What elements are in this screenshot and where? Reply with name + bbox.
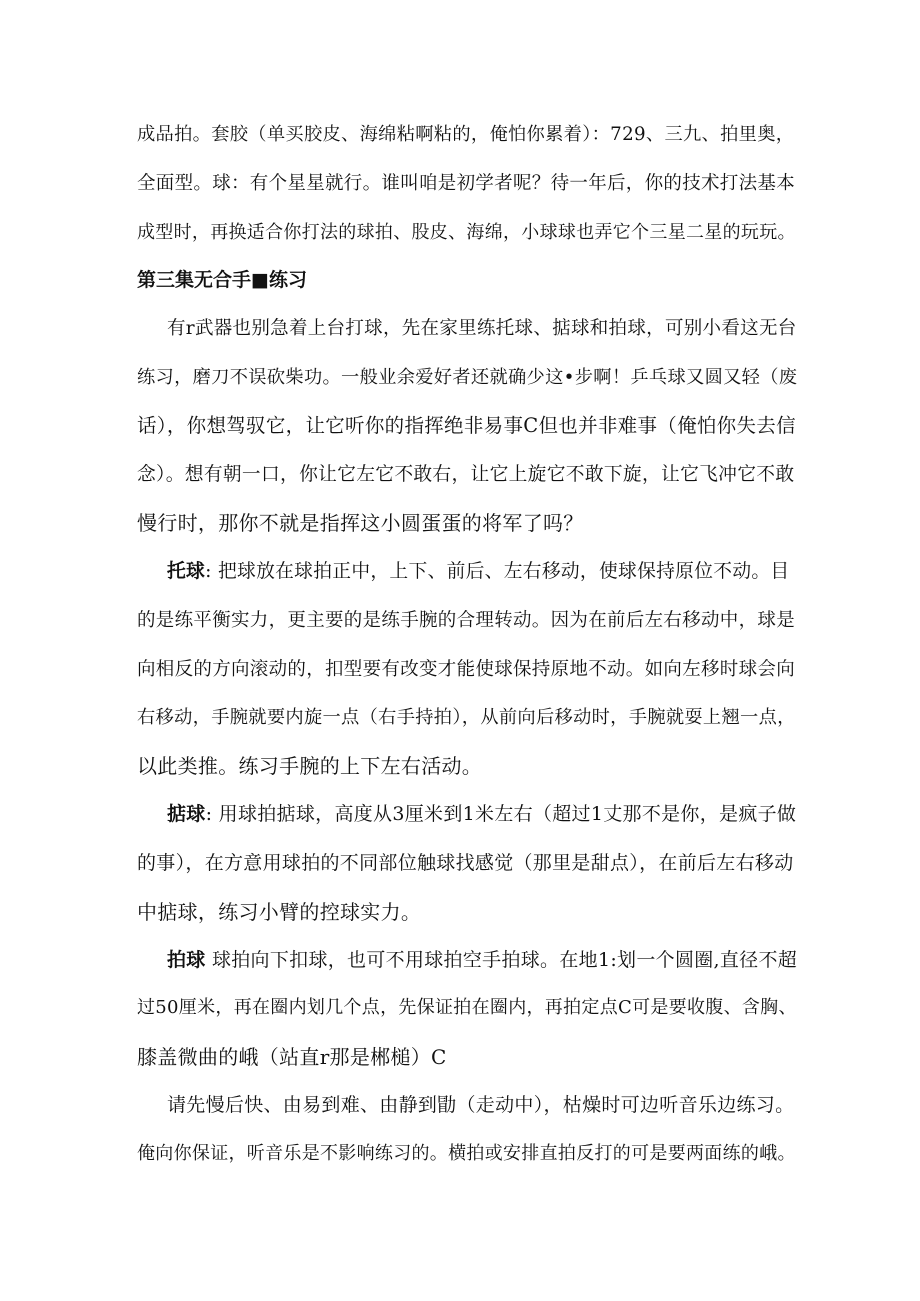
paragraph-4-line-3: 中掂球，练习小臂的控球实力。: [137, 900, 422, 924]
paragraph-4-first-line-rest: : 用球拍掂球，高度从3厘米到1米左右（超过1丈那不是你，是疯子做: [205, 803, 797, 825]
paragraph-1-line-2: 全面型。球：有个星星就行。谁叫咱是初学者呢？待一年后，你的技术打法基本: [137, 173, 796, 194]
paragraph-5-line-3: 膝盖微曲的峨（站直r那是郴槌）C: [137, 1045, 447, 1069]
paragraph-5-line-2: 过50厘米，再在圈内划几个点，先保证拍在圈内，再拍定点C可是要收腹、含胸、: [137, 997, 797, 1018]
paragraph-3-first-line-rest: : 把球放在球拍正中，上下、前后、左右移动，使球保持原位不动。目: [205, 561, 790, 582]
paragraph-5-line-1: [167, 946, 797, 974]
paragraph-2-line-2: 练习，磨刀不误砍柴功。一般业余爱好者还就确少这•步啊！乒乓球又圆又轻（废: [137, 367, 798, 388]
paragraph-4-line-2: 的事），在方意用球拍的不同部位触球找感觉（那里是甜点），在前后左右移动: [137, 852, 794, 874]
paragraph-5-lead: 拍球: [167, 949, 206, 971]
paragraph-2-line-1: 有r武器也别急着上台打球，先在家里练托球、掂球和拍球，可别小看这无台: [167, 318, 797, 339]
paragraph-6-line-1: 请先慢后快、由易到难、由静到勖（走动中），枯燥时可边听音乐边练习。: [167, 1094, 795, 1116]
paragraph-4-lead: 掂球: [167, 803, 206, 825]
paragraph-1-line-3: 成型时，再换适合你打法的球拍、股皮、海绵，小球球也弄它个三星二星的玩玩。: [137, 222, 796, 243]
paragraph-4-line-1: [167, 800, 797, 828]
paragraph-2-line-5: 慢行时，那你不就是指挥这小圆蛋蛋的将军了吗？: [137, 511, 584, 535]
paragraph-3-line-4: 右移动，手腕就要内旋一点（右手持拍），从前向后移动时，手腕就耍上翘一点，: [137, 707, 796, 728]
paragraph-3-line-1: [167, 558, 797, 586]
paragraph-3-line-5: 以此类推。练习手腕的上下左右活动。: [137, 754, 483, 778]
paragraph-3-line-2: 的是练平衡实力，更主要的是练手腕的合理转动。因为在前后左右移动中，球是: [137, 610, 796, 631]
paragraph-3-line-3: 向相反的方向滚动的，扣型要有改变才能使球保持原地不动。如向左移时球会向: [137, 659, 796, 680]
paragraph-2-line-3: 话），你想驾驭它，让它听你的指挥绝非易事C但也并非难事（俺怕你失去信: [137, 414, 796, 437]
paragraph-6-line-2: 俺向你保证，听音乐是不影响练习的。横拍或安排直拍反打的可是要两面练的峨。: [137, 1143, 796, 1164]
paragraph-3-lead: 托球: [167, 561, 206, 582]
paragraph-2-line-4: 念）。想有朝一口，你让它左它不敢右，让它上旋它不敢下旋，让它飞冲它不敢: [137, 464, 795, 485]
paragraph-1-line-1: 成品拍。套胶（单买胶皮、海绵粘啊粘的，俺怕你累着）：729、三九、拍里奥，: [137, 124, 795, 145]
paragraph-5-first-line-rest: 球拍向下扣球，也可不用球拍空手拍球。在地1:划一个圆圈,直径不超: [205, 949, 798, 971]
section-heading: 第三集无合手■练习: [137, 269, 307, 291]
